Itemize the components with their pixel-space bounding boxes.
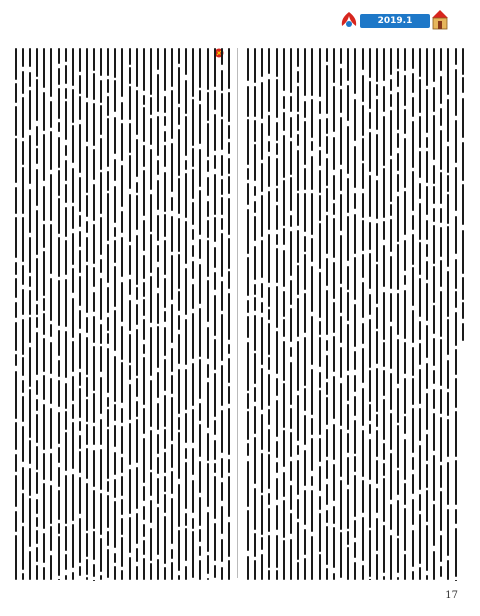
- text-line: [49, 48, 54, 580]
- text-line: [184, 48, 189, 580]
- text-line: [177, 48, 182, 580]
- text-line: [220, 48, 225, 580]
- text-line: [213, 48, 218, 580]
- text-line: [267, 48, 272, 580]
- text-line: [78, 48, 83, 580]
- text-line: [446, 48, 451, 580]
- text-column-right: [246, 48, 466, 580]
- text-line: [28, 48, 33, 580]
- flower-emblem-icon: [338, 10, 360, 30]
- text-column-left: [14, 48, 232, 580]
- text-line: [454, 48, 459, 580]
- text-line: [353, 48, 358, 580]
- text-line: [461, 48, 466, 580]
- text-line: [113, 48, 118, 580]
- text-line: [332, 48, 337, 580]
- text-line: [289, 48, 294, 580]
- text-line: [339, 48, 344, 580]
- text-line: [227, 48, 232, 580]
- year-banner: [360, 14, 430, 28]
- text-line: [382, 48, 387, 580]
- text-line: [85, 48, 90, 580]
- text-line: [275, 48, 280, 580]
- text-line: [260, 48, 265, 580]
- text-line: [411, 48, 416, 580]
- text-line: [282, 48, 287, 580]
- masthead: [338, 8, 448, 34]
- text-line: [206, 48, 211, 580]
- text-line: [163, 48, 168, 580]
- yurt-icon: [430, 8, 450, 32]
- text-line: [318, 48, 323, 580]
- text-line: [135, 48, 140, 580]
- text-line: [156, 48, 161, 580]
- text-line: [325, 48, 330, 580]
- text-line: [246, 48, 251, 580]
- text-line: [346, 48, 351, 580]
- text-line: [198, 48, 203, 580]
- issue-year: 2019.1: [377, 16, 413, 26]
- text-line: [396, 48, 401, 580]
- text-line: [71, 48, 76, 580]
- text-line: [64, 48, 69, 580]
- text-line: [128, 48, 133, 580]
- text-line: [191, 48, 196, 580]
- text-line: [106, 48, 111, 580]
- text-line: [296, 48, 301, 580]
- text-line: [253, 48, 258, 580]
- text-line: [21, 48, 26, 580]
- text-line: [149, 48, 154, 580]
- page-number: 17: [445, 590, 458, 601]
- text-line: [303, 48, 308, 580]
- text-line: [425, 48, 430, 580]
- text-line: [35, 48, 40, 580]
- text-line: [439, 48, 444, 580]
- text-line: [375, 48, 380, 580]
- text-line: [368, 48, 373, 580]
- text-line: [418, 48, 423, 580]
- column-divider: [237, 48, 238, 578]
- text-line: [14, 48, 19, 580]
- text-line: [142, 48, 147, 580]
- text-line: [57, 48, 62, 580]
- text-line: [99, 48, 104, 580]
- text-line: [389, 48, 394, 580]
- text-line: [361, 48, 366, 580]
- text-line: [432, 48, 437, 580]
- text-line: [42, 48, 47, 580]
- text-line: [170, 48, 175, 580]
- text-line: [92, 48, 97, 580]
- text-line: [120, 48, 125, 580]
- text-line: [403, 48, 408, 580]
- text-line: [310, 48, 315, 580]
